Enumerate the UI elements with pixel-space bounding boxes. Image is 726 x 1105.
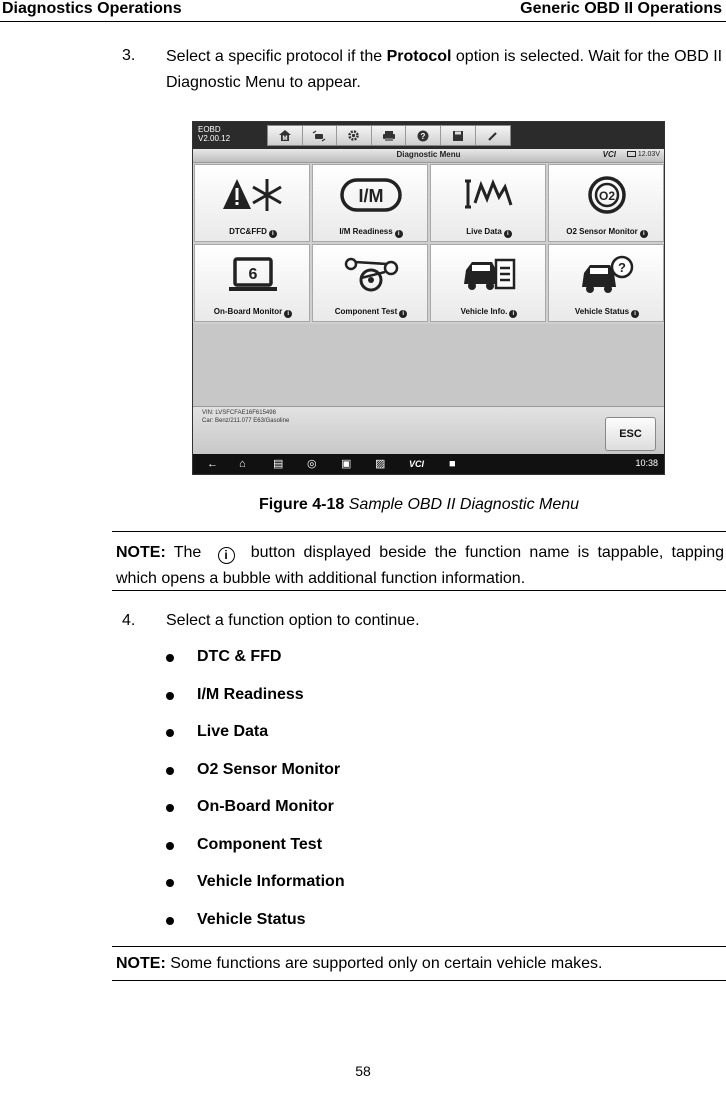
device-toolbar: [267, 125, 511, 146]
tile-dtc-ffd[interactable]: DTC&FFD i: [194, 164, 310, 242]
im-icon: [313, 173, 429, 217]
menu-empty-area: [193, 324, 664, 406]
home-icon[interactable]: [268, 126, 303, 145]
info-icon[interactable]: i: [504, 230, 512, 238]
clock: 10:38: [635, 458, 658, 468]
note-label: NOTE:: [116, 955, 166, 972]
vehicle-status-icon: [549, 253, 665, 297]
running-header-right: Generic OBD II Operations: [520, 0, 722, 17]
info-icon[interactable]: i: [269, 230, 277, 238]
vehicle-swap-icon[interactable]: [303, 126, 338, 145]
bullet-icon: [166, 767, 174, 775]
component-icon: [313, 253, 429, 297]
settings-icon[interactable]: [337, 126, 372, 145]
app-name: EOBD V2.00.12: [198, 125, 231, 143]
recent-apps-icon[interactable]: ▤: [273, 458, 284, 470]
svg-text:6: 6: [248, 266, 258, 283]
figure-caption: Figure 4-18 Sample OBD II Diagnostic Menu: [258, 496, 580, 513]
note-info-button: NOTE: The i button displayed beside the function name is tappable, tapping which opens a bubble with additional function information.: [116, 544, 725, 587]
info-icon: i: [218, 547, 235, 564]
note-rule-top: [112, 531, 726, 532]
monitor-icon: [195, 253, 311, 297]
note2-rule-bottom: [112, 980, 726, 981]
info-icon[interactable]: i: [399, 310, 407, 318]
chrome-icon[interactable]: ◎: [307, 458, 317, 470]
app-version: V2.00.12: [198, 134, 231, 143]
svg-text:?: ?: [618, 260, 626, 275]
save-icon[interactable]: [441, 126, 476, 145]
step-3-number: 3.: [122, 47, 136, 64]
tile-im-readiness[interactable]: I/M I/M Readiness i: [312, 164, 428, 242]
info-icon[interactable]: i: [631, 310, 639, 318]
info-icon[interactable]: i: [284, 310, 292, 318]
function-tiles: [194, 164, 665, 324]
waveform-icon: [431, 173, 547, 217]
vci-icon[interactable]: VCI: [409, 459, 425, 469]
step-3-text: Select a specific protocol if the Protocol option is selected. Wait for the OBD II Diagnostic Menu to appear.: [166, 48, 723, 91]
o2-sensor-icon: [549, 173, 665, 217]
tile-on-board-monitor[interactable]: 6 On-Board Monitor i: [194, 244, 310, 322]
help-icon[interactable]: [406, 126, 441, 145]
device-status-bar: [193, 406, 664, 454]
camera-icon[interactable]: ▣: [341, 458, 352, 470]
screen-capture-icon[interactable]: ▨: [375, 458, 386, 470]
bullet-icon: [166, 729, 174, 737]
android-nav-bar: [193, 454, 664, 475]
print-icon[interactable]: [372, 126, 407, 145]
note-supported-makes: NOTE: Some functions are supported only on certain vehicle makes.: [116, 955, 603, 972]
warning-snowflake-icon: [195, 173, 311, 217]
svg-text:M: M: [282, 136, 288, 142]
tile-vehicle-status[interactable]: ? Vehicle Status i: [548, 244, 664, 322]
running-header-left: Diagnostics Operations: [2, 0, 182, 17]
tile-o2-sensor-monitor[interactable]: O2 O2 Sensor Monitor i: [548, 164, 664, 242]
bullet-icon: [166, 917, 174, 925]
back-icon[interactable]: ←: [207, 458, 218, 470]
page-number: 58: [355, 1063, 371, 1079]
tile-live-data[interactable]: Live Data i: [430, 164, 546, 242]
diagnostic-menu-screenshot: [192, 121, 665, 475]
svg-text:I/M: I/M: [358, 186, 384, 206]
vci-indicator: VCI: [602, 150, 616, 159]
protocol-term: Protocol: [386, 48, 452, 65]
header-rule: [0, 21, 726, 22]
note2-rule-top: [112, 946, 726, 947]
bullet-icon: [166, 842, 174, 850]
svg-text:?: ?: [420, 131, 426, 141]
edit-icon[interactable]: [476, 126, 511, 145]
battery-voltage: 12.03V: [627, 151, 660, 158]
vehicle-info-icon: [431, 253, 547, 297]
android-home-icon[interactable]: ⌂: [239, 458, 246, 470]
diagnostic-menu-title: Diagnostic Menu: [396, 150, 461, 159]
bullet-icon: [166, 804, 174, 812]
note-label: NOTE:: [116, 544, 166, 561]
bullet-icon: [166, 692, 174, 700]
svg-text:O2: O2: [598, 189, 616, 203]
device-top-bar: [193, 122, 664, 149]
note-rule-bottom: [112, 590, 726, 591]
info-icon[interactable]: i: [509, 310, 517, 318]
step-4-text: Select a function option to continue.: [166, 612, 420, 629]
tile-vehicle-info[interactable]: Vehicle Info. i: [430, 244, 546, 322]
tile-component-test[interactable]: Component Test i: [312, 244, 428, 322]
car-icon[interactable]: ■: [449, 458, 456, 470]
bullet-icon: [166, 879, 174, 887]
info-icon[interactable]: i: [395, 230, 403, 238]
device-title-bar: [193, 149, 664, 163]
step-4-number: 4.: [122, 612, 136, 629]
vehicle-info-text: VIN: LVSFCFAE16F615498 Car: Benz/211.077 E63/Gasoline: [202, 410, 290, 424]
esc-button[interactable]: ESC: [605, 417, 656, 451]
info-icon[interactable]: i: [640, 230, 648, 238]
bullet-icon: [166, 654, 174, 662]
